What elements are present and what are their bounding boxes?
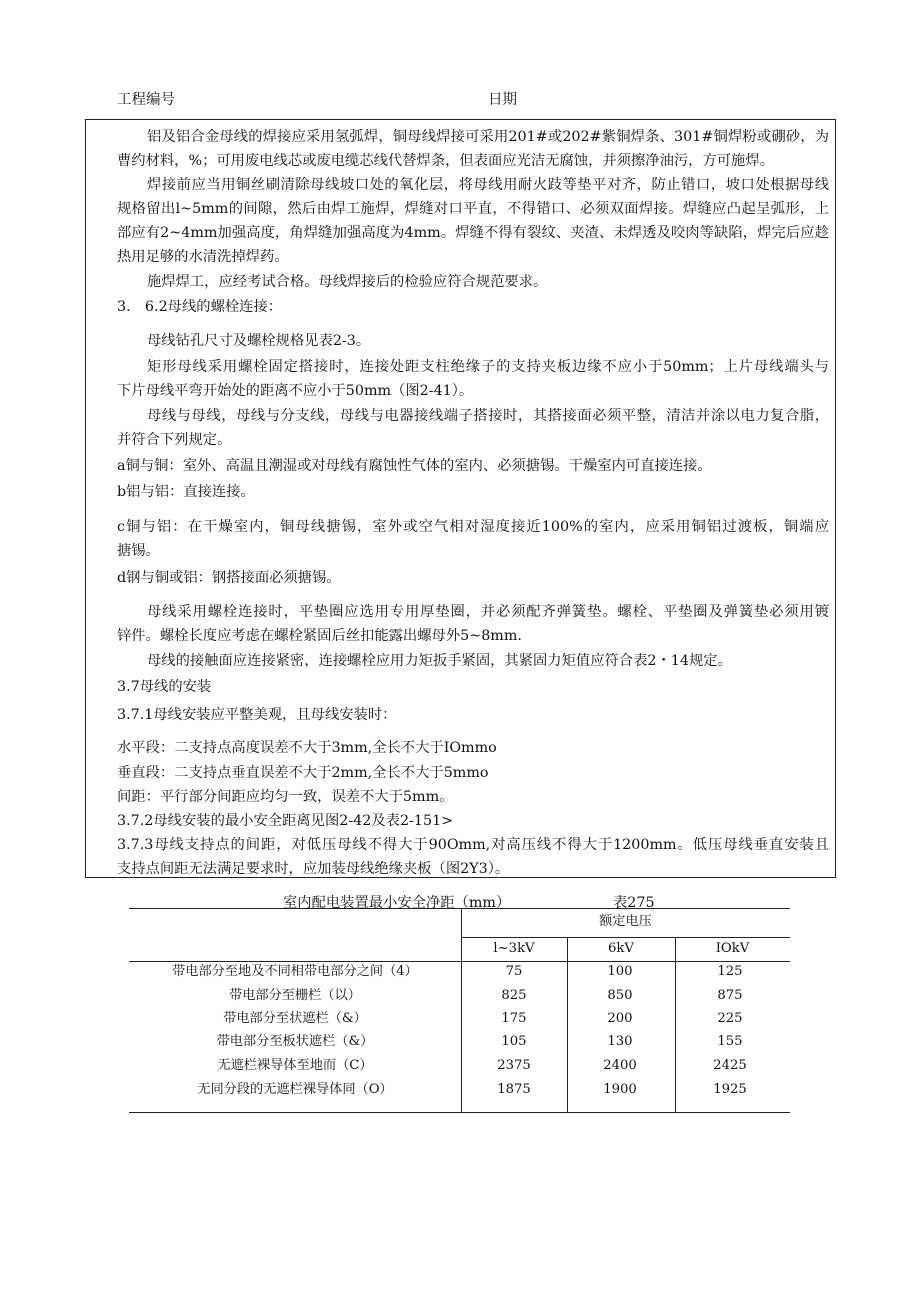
paragraph-line: 3.7.1母线安装应平整美观，且母线安装时：: [117, 707, 397, 723]
list-item: b铝与铝：直接连接。: [117, 484, 255, 500]
list-item: d钢与铜或铝：钢搭接面必须搪锡。: [117, 570, 341, 586]
paragraph-line: 热用足够的水清洗掉焊药。: [117, 249, 289, 265]
paragraph-line: 焊接前应当用铜丝刷清除母线坡口处的氧化层，将母线用耐火跂等垫平对齐，防止错口，坡口处根据母线: [147, 177, 829, 193]
row-label: 无同分段的无遮栏裸导体同（O）: [197, 1082, 393, 1097]
column-header: l~3kV: [493, 941, 535, 956]
paragraph-line: 下片母线平弯开始处的距离不应小于50mm（图2-41）。: [117, 383, 474, 399]
paragraph-line: 3.7.3母线支持点的间距，对低压母线不得大于90Omm,对高压线不得大于1200mm。低压母线垂直安装且: [117, 837, 829, 853]
list-item: a铜与铜：室外、高温且潮湿或对母线有腐蚀性气体的室内、必须搪锡。干燥室内可直接连接。: [117, 458, 712, 474]
table-divider: [675, 937, 676, 1112]
row-label: 带电部分至板状遮栏（&）: [216, 1034, 374, 1049]
table-cell: 2400: [603, 1058, 637, 1073]
table-cell: 75: [505, 964, 523, 979]
row-label: 带电部分至地及不同相带电部分之间（4）: [172, 964, 418, 979]
paragraph-line: 并符合下列规定。: [117, 432, 232, 448]
table-cell: 825: [501, 988, 527, 1003]
column-header: IOkV: [715, 941, 750, 956]
paragraph-line: 母线的接触面应连接紧密，连接螺栓应用力矩扳手紧固，其紧固力矩值应符合表2・14规定。: [147, 653, 732, 669]
table-title: 室内配电装置最小安全净距（mm）: [283, 895, 511, 911]
table-divider: [129, 961, 790, 962]
table-cell: 130: [607, 1034, 633, 1049]
paragraph-line: 母线与母线，母线与分支线，母线与电器接线端子搭接时，其搭接面必须平整，清洁并涂以电力复合脂，: [147, 408, 829, 424]
paragraph-line: 3.7.2母线安装的最小安全距离见图2-42及表2-151>: [117, 813, 454, 829]
list-item: c铜与铝：在干燥室内，铜母线搪锡，室外或空气相对湿度接近100%的室内，应采用铜铝过渡板，铜端应: [117, 519, 829, 535]
table-cell: 100: [607, 964, 633, 979]
table-cell: 125: [717, 964, 743, 979]
paragraph-line: 施焊焊工，应经考试合格。母线焊接后的检验应符合规范要求。: [147, 274, 548, 290]
table-cell: 1875: [497, 1082, 531, 1097]
paragraph-line: 锌件。螺栓长度应考虑在螺栓紧固后丝扣能露出螺母外5~8mm.: [117, 628, 522, 644]
row-label: 无遮栏裸导体至地而（C）: [217, 1058, 373, 1073]
table-cell: 850: [607, 988, 633, 1003]
paragraph-line: 规格留出l~5mm的间隙，然后由焊工施焊，焊缝对口平直，不得错口、必须双面焊接。焊缝应凸起呈弧形，上: [117, 201, 829, 217]
table-cell: 175: [501, 1011, 527, 1026]
paragraph-line: 部应有2~4mm加强高度，角焊缝加强高度为4mm。焊缝不得有裂纹、夹渣、未焊透及咬肉等缺陷，焊完后应趁: [117, 225, 829, 241]
safety-distance-table: [129, 908, 790, 1113]
table-cell: 1900: [603, 1082, 637, 1097]
date-label: 日期: [488, 92, 517, 108]
paragraph-line: 母线钻孔尺寸及螺栓规格见表2-3。: [147, 333, 371, 349]
column-header: 6kV: [608, 941, 634, 956]
table-cell: 225: [717, 1011, 743, 1026]
list-item: 垂直段：二支持点垂直误差不大于2mm,全长不大于5mmo: [117, 765, 489, 781]
row-label: 带电部分至状遮栏（&）: [223, 1011, 367, 1026]
section-heading: 3. 6.2母线的螺栓连接：: [117, 299, 283, 315]
list-item: 水平段：二支持点高度误差不大于3mm,全长不大于IOmmo: [117, 740, 497, 756]
table-cell: 200: [607, 1011, 633, 1026]
paragraph-line: 矩形母线采用螺栓固定搭接时，连接处距支柱绝缘子的支持夹板边缘不应小于50mm；上片母线端头与: [147, 359, 829, 375]
table-number: 表275: [613, 895, 655, 911]
paragraph-line: 支持点间距无法满足要求时，应加装母线绝缘夹板（图2Y3）。: [117, 861, 510, 877]
paragraph-line: 母线采用螺栓连接时，平垫圈应选用专用厚垫圈，并必须配齐弹簧垫。螺栓、平垫圈及弹簧垫必须用镀: [147, 604, 829, 620]
table-cell: 2375: [497, 1058, 531, 1073]
table-cell: 155: [717, 1034, 743, 1049]
table-cell: 875: [717, 988, 743, 1003]
table-cell: 1925: [713, 1082, 747, 1097]
project-number-label: 工程编号: [117, 92, 175, 108]
list-item: 间距：平行部分间距应均匀一致，误差不大于5mm。: [117, 789, 454, 805]
table-cell: 2425: [713, 1058, 747, 1073]
row-label: 带电部分至栅栏（以）: [229, 988, 361, 1003]
table-divider: [461, 937, 790, 938]
group-header: 额定电压: [599, 914, 652, 929]
paragraph-line: 曹约材料，%；可用废电线芯或废电缆芯线代替焊条，但表面应光洁无腐蚀，并须擦净油污，方可施焊。: [117, 153, 774, 169]
table-cell: 105: [501, 1034, 527, 1049]
paragraph-line: 铝及铝合金母线的焊接应采用氢弧焊，铜母线焊接可采用201#或202#紫铜焊条、301#铜焊粉或硼砂，为: [147, 129, 829, 145]
paragraph-line: 搪锡。: [117, 543, 160, 559]
section-heading: 3.7母线的安装: [117, 679, 212, 695]
